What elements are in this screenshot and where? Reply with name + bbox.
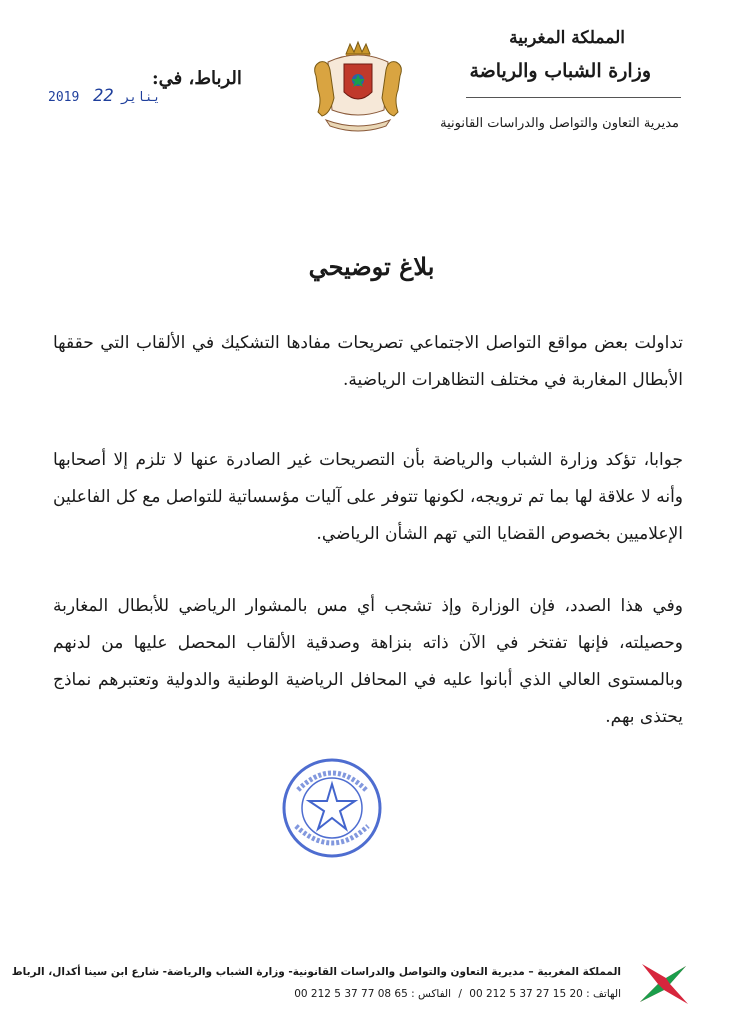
- footer-address: المملكة المغربية – مديرية التعاون والتواصل والدراسات القانونية- وزارة الشباب والرياضة- شارع ابن سينا أكدال، الرباط: [11, 966, 621, 978]
- ministry-name: وزارة الشباب والرياضة: [469, 60, 651, 82]
- ministry-logo-icon: [636, 956, 692, 1008]
- body-paragraph: وفي هذا الصدد، فإن الوزارة وإذ تشجب أي مس بالمشوار الرياضي للأبطال المغاربة وحصيلته، فإنها تفتخر في الآن ذاته بنزاهة وصدقية الألقاب المحصل عليها من لدنهم وبالمستوى العالي الذي أبانوا عليه في المحافل الرياضية الوطنية والدولية وتعتبرهم نماذج يحتذى بهم.: [53, 596, 683, 727]
- footer-contact: الهاتف : 00 212 5 37 27 15 20 / الفاكس : 00 212 5 37 77 08 65: [294, 988, 621, 1000]
- fax-label: الفاكس :: [411, 988, 452, 1000]
- date-day: 22: [93, 86, 114, 106]
- fax-number: 00 212 5 37 77 08 65: [294, 988, 408, 1000]
- phone-label: الهاتف :: [586, 988, 621, 1000]
- body-paragraph: جوابا، تؤكد وزارة الشباب والرياضة بأن التصريحات غير الصادرة عنها لا تلزم إلا أصحابها وأنه لا علاقة لها بما تم ترويجه، لكونها تتوفر على آليات مؤسساتية للتواصل مع كل الفاعلين الإعلاميين بخصوص القضايا التي تهم الشأن الرياضي.: [53, 450, 683, 544]
- phone-number: 00 212 5 37 27 15 20: [469, 988, 583, 1000]
- date-month: يناير: [121, 90, 161, 105]
- document-title: بلاغ توضيحي: [308, 252, 435, 281]
- date-stamp: [48, 86, 161, 106]
- body-paragraph: تداولت بعض مواقع التواصل الاجتماعي تصريحات مفادها التشكيك في الألقاب التي حققها الأبطال المغاربة في مختلف التظاهرات الرياضية.: [53, 333, 683, 390]
- kingdom-name: المملكة المغربية: [509, 28, 625, 48]
- place-label: الرباط، في:: [152, 68, 242, 89]
- date-year: 2019: [48, 90, 80, 105]
- header-divider: [466, 97, 681, 98]
- ministry-seal-icon: [280, 756, 384, 860]
- royal-coat-of-arms-icon: [308, 40, 408, 132]
- directorate-name: مديرية التعاون والتواصل والدراسات القانونية: [440, 116, 679, 131]
